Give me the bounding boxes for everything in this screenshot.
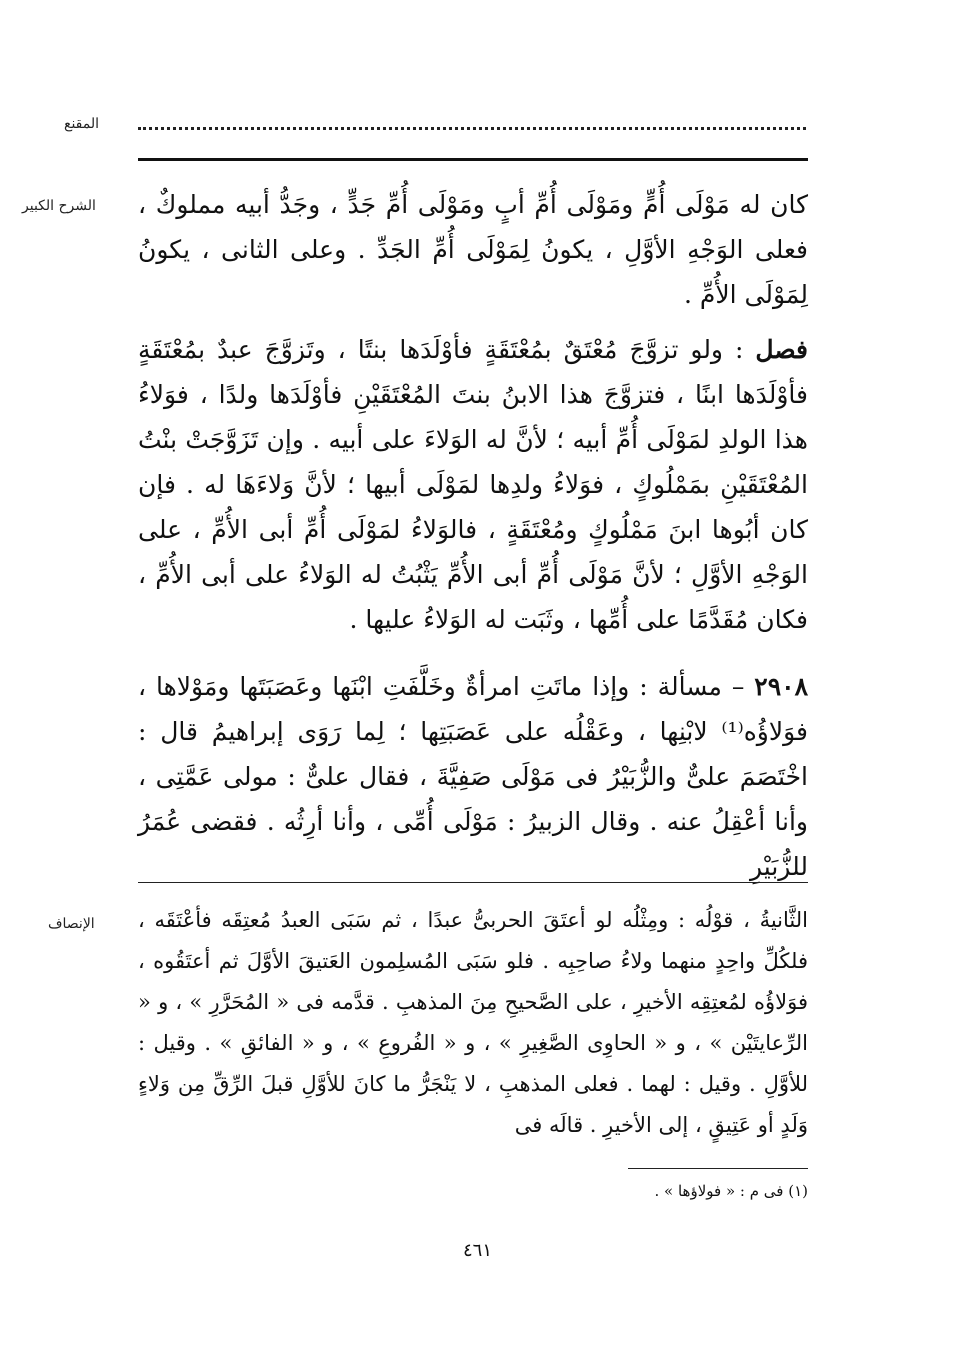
- insaf-section-label: الإنصاف: [48, 916, 95, 932]
- insaf-separator: [138, 882, 808, 883]
- footnote: (١) فى م : « فولاؤها » .: [654, 1182, 808, 1200]
- sharh-text: [138, 182, 808, 642]
- header-dotted-rule: [138, 116, 806, 130]
- masala-number: ٢٩٠٨: [754, 672, 808, 701]
- footnote-separator: [628, 1168, 808, 1169]
- sharh-paragraph-1: كان له مَوْلَى أُمٍّ ومَوْلَى أُمِّ أبٍ ومَوْلَى أُمِّ جَدٍّ ، وجَدُّ أبيه مملوكٌ ، فعلى الوَجْهِ الأوَّلِ ، يكونُ لِمَوْلَى أُمِّ الجَدِّ . وعلى الثانى ، يكونُ لِمَوْلَى الأُمِّ .: [138, 190, 808, 309]
- fasl-text: : ولو تزوَّجَ مُعْتَقٌ بمُعْتَقَةٍ فأوْلَدَها بنتًا ، وتَزوَّجَ عبدٌ بمُعْتَقَةٍ فأوْلَدَها ابنًا ، فتزوَّجَ هذا الابنُ بنتَ المُعْتَقَيْنِ فأوْلَدَها ولدًا ، فوَلاءُ هذا الولدِ لمَوْلَى أُمِّ أبيه ؛ لأنَّ له الوَلاءَ على أبيه . وإن تَزَوَّجَتْ بنْتُ المُعْتَقَيْنِ بمَمْلُوكٍ ، فوَلاءُ ولدِها لمَوْلَى أبيها ؛ لأنَّ وَلاءَهَا له . فإن كان أبُوها ابنَ مَمْلُوكٍ ومُعْتَقَةٍ ، فالوَلاءُ لمَوْلَى أُمِّ أبى الأُمِّ ، على الوَجْهِ الأوَّلِ ؛ لأنَّ مَوْلَى أُمِّ أبى الأُمِّ يَثْبُتُ له الوَلاءُ على أبى الأُمِّ ، فكان مُقَدَّمًا على أُمِّها ، وثَبَت له الوَلاءُ عليها .: [138, 335, 808, 634]
- book-title-label: المقنع: [64, 116, 100, 132]
- masala-paragraph: [138, 664, 808, 889]
- sharh-section-label: الشرح الكبير: [22, 198, 96, 214]
- page-number: ٤٦١: [462, 1240, 492, 1261]
- fasl-heading: فصل: [755, 335, 808, 364]
- masala-text: – مسألة : وإذا ماتَتِ امرأةٌ وخَلَّفَتِ ابْنَها وعَصَبَتَها ومَوْلاها ، فوَلاؤُه⁽¹⁾ لابْنِها ، وعَقْلُه على عَصَبَتِها ؛ لِما رَوَى إبراهيمُ قال : اخْتَصَمَ علىٌّ والزُّبَيْرُ فى مَوْلَى صَفِيَّةَ ، فقال علىٌّ : مولى عَمَّتِى ، وأنا أعْقِلُ عنه . وقال الزبيرُ : مَوْلَى أُمِّى ، وأنا أرِثُه . فقضى عُمَرُ للزُّبَيْرِ: [138, 672, 808, 881]
- insaf-text: [138, 900, 808, 1146]
- masala-block: [138, 664, 808, 889]
- insaf-paragraph: الثَّانيةُ ، قوْلُه : ومِثْلُه لو أعتَقَ الحربىُّ عبدًا ، ثم سَبَى العبدُ مُعتِقَه فأعْتَقَه ، فلكُلِّ واحِدٍ منهما ولاءُ صاحِبِه . فلو سَبَى المُسلِمون العَتيقَ الأوَّلَ ثم أعتَقُوه ، فوَلاؤُه لمُعتِقِه الأخيرِ ، على الصَّحيحِ مِنَ المذهبِ . قدَّمه فى « المُحَرَّرِ » ، و « الرِّعايتَيْن » ، و « الحاوِى الصَّغِيرِ » ، و « الفُروعِ » ، و « الفائقِ » . وقيل : للأوَّلِ . وقيل : لهما . فعلى المذهبِ ، لا يَنْجَرُّ ما كانَ للأوَّلِ قبلَ الرِّقِّ مِن وَلاءٍ وَلَدٍ أو عَتِيقٍ ، إلى الأخيرِ . قالَه فى: [138, 908, 808, 1137]
- fasl-paragraph: [138, 327, 808, 642]
- header-rule: [138, 158, 808, 161]
